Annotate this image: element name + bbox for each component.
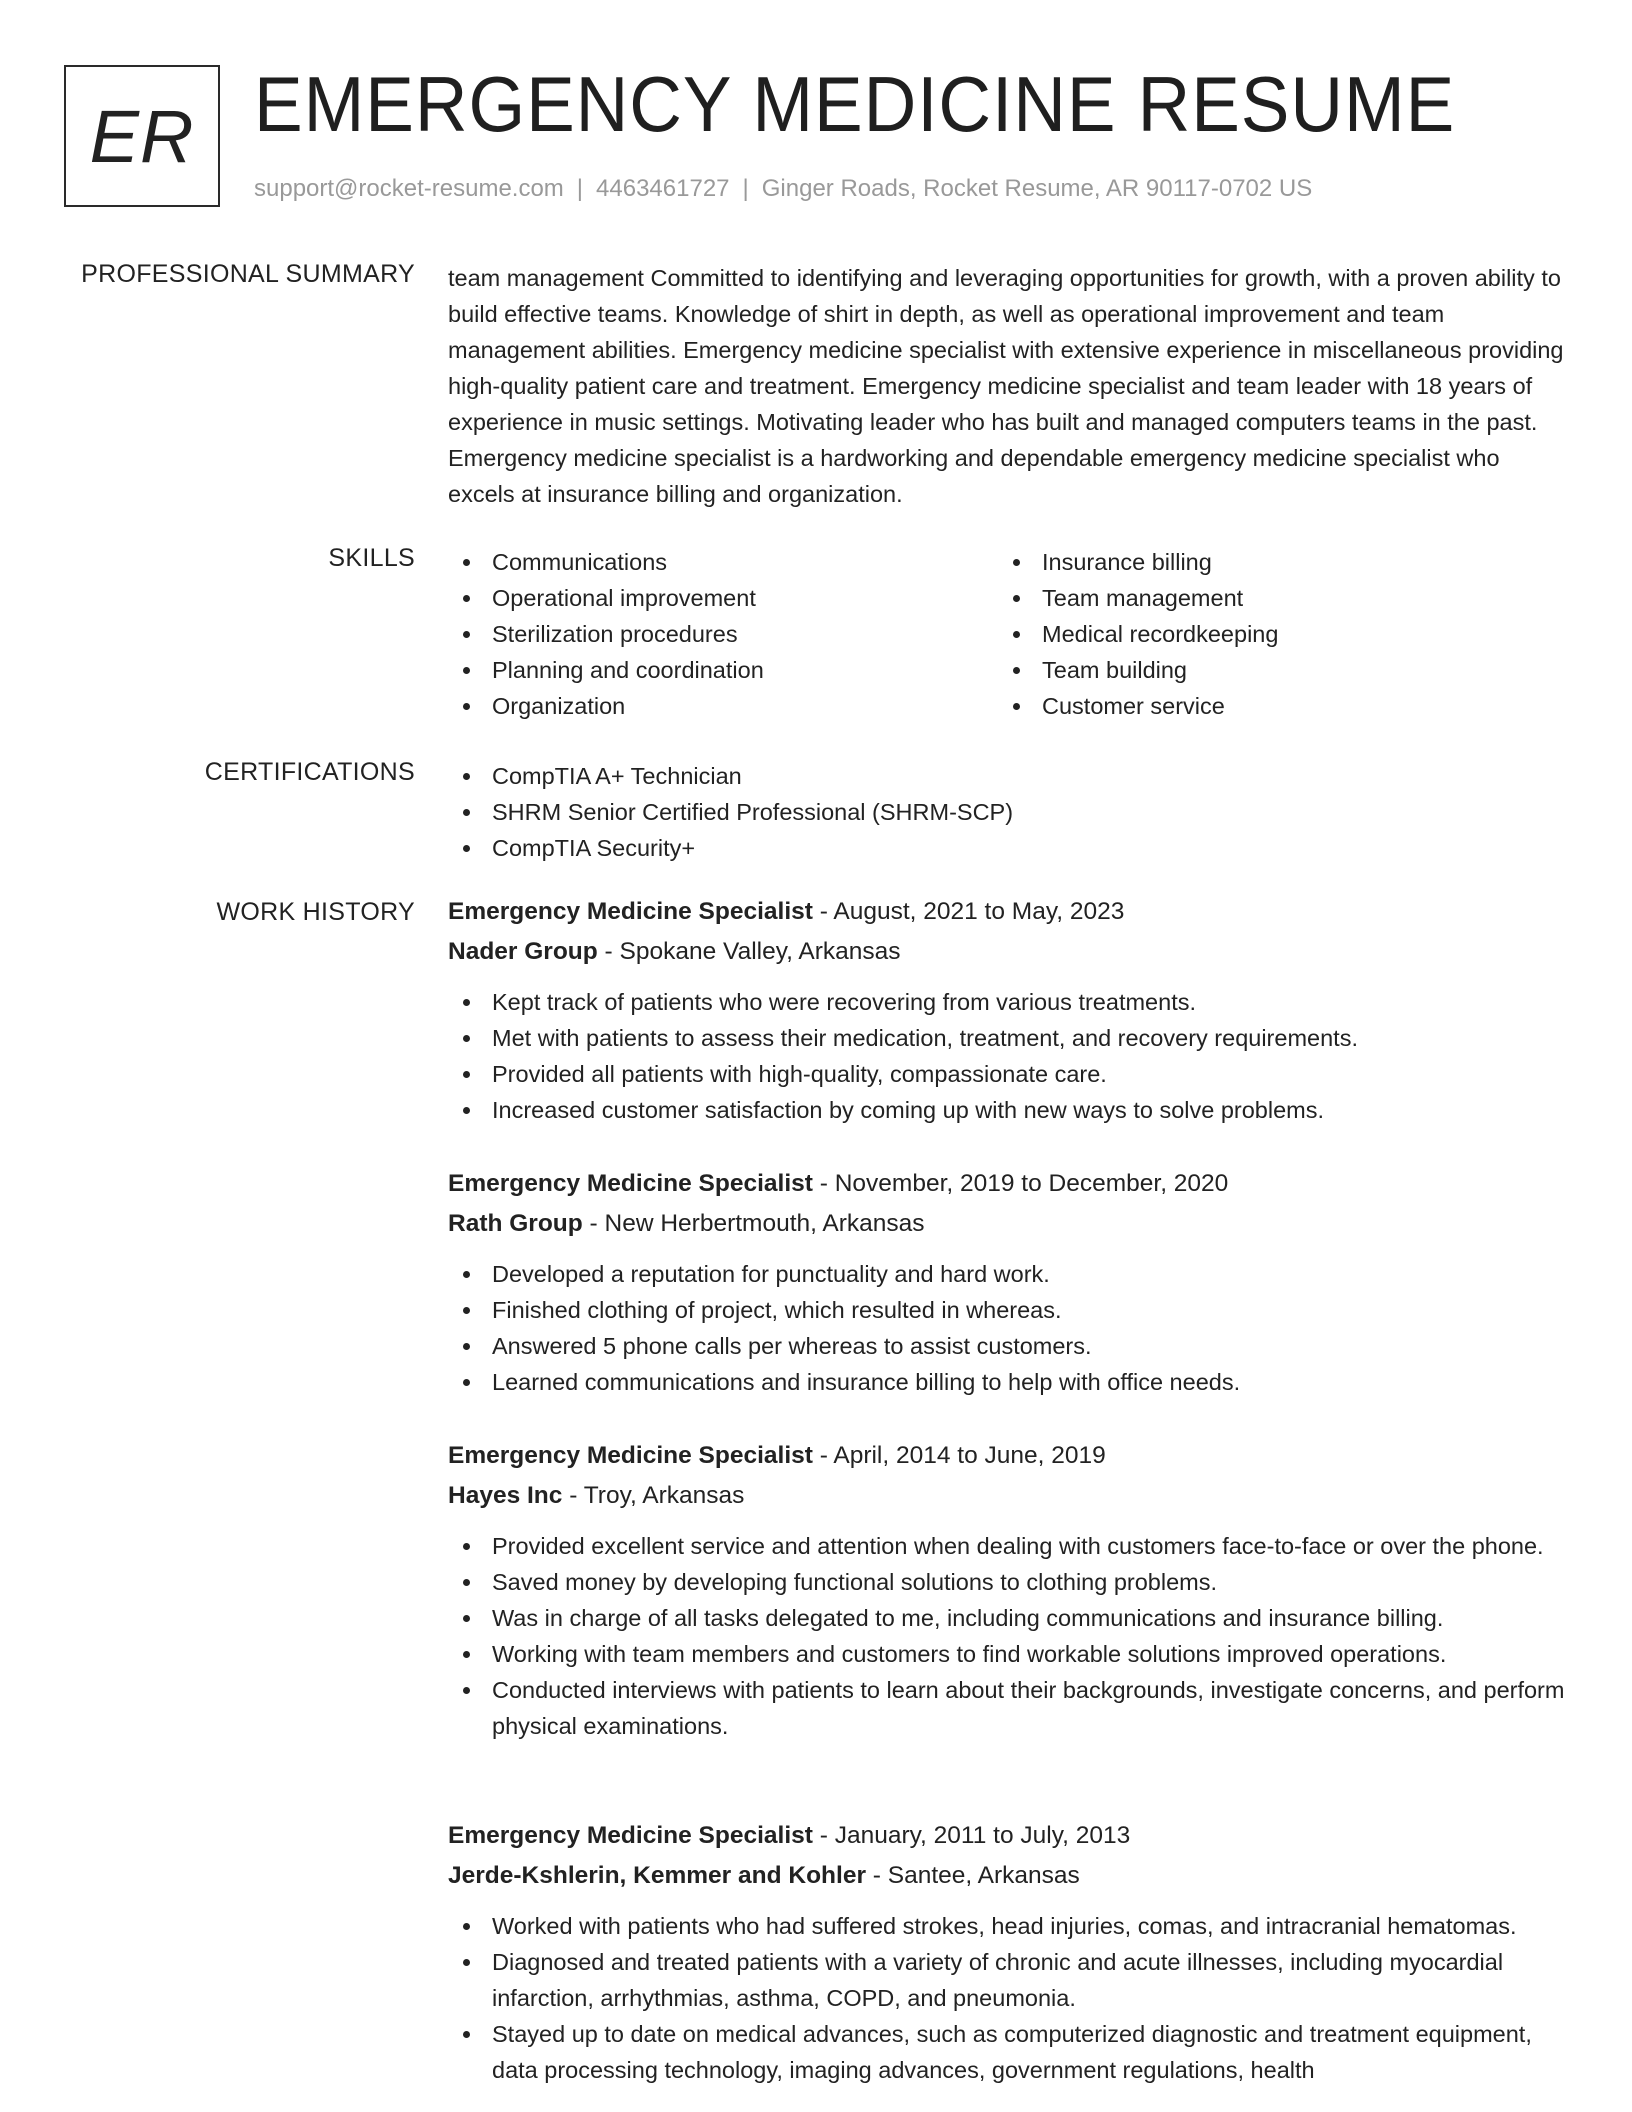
contact-separator: |: [576, 175, 584, 202]
job-bullet: Finished clothing of project, which resulted in whereas.: [448, 1292, 1568, 1328]
job-bullet: Met with patients to assess their medication, treatment, and recovery requirements.: [448, 1020, 1568, 1056]
skill-item: Team management: [998, 580, 1548, 616]
job-company-line: [448, 1856, 1568, 1896]
job-entry: [448, 1816, 1568, 2088]
contact-line: [254, 175, 1312, 203]
skill-item: Customer service: [998, 688, 1548, 724]
job-bullet: Kept track of patients who were recovering from various treatments.: [448, 984, 1568, 1020]
job-title: Emergency Medicine Specialist: [448, 1442, 813, 1469]
certification-item: CompTIA Security+: [448, 830, 1568, 866]
job-bullets: [448, 1908, 1568, 2088]
job-title-line: [448, 892, 1568, 932]
job-bullets: [448, 984, 1568, 1128]
resume-header: [64, 60, 1564, 215]
job-bullet: Was in charge of all tasks delegated to me, including communications and insurance billing.: [448, 1600, 1568, 1636]
summary-heading: PROFESSIONAL SUMMARY: [81, 260, 415, 288]
job-bullet: Diagnosed and treated patients with a variety of chronic and acute illnesses, including myocardial infarction, arrhythmias, asthma, COPD, and pneumonia.: [448, 1944, 1568, 2016]
job-bullet: Provided excellent service and attention when dealing with customers face-to-face or over the phone.: [448, 1528, 1568, 1564]
work-history-heading: WORK HISTORY: [216, 898, 415, 926]
job-location: - Troy, Arkansas: [562, 1482, 745, 1509]
skills-list-left: [448, 544, 998, 724]
job-title: Emergency Medicine Specialist: [448, 898, 813, 925]
job-title-line: [448, 1164, 1568, 1204]
skill-item: Communications: [448, 544, 998, 580]
certification-item: SHRM Senior Certified Professional (SHRM-SCP): [448, 794, 1568, 830]
job-company-line: [448, 1476, 1568, 1516]
job-bullet: Stayed up to date on medical advances, such as computerized diagnostic and treatment equipment, data processing technology, imaging advances, government regulations, health: [448, 2016, 1568, 2088]
job-entry: [448, 1164, 1568, 1400]
job-dates: - November, 2019 to December, 2020: [812, 1170, 1229, 1197]
contact-address: Ginger Roads, Rocket Resume, AR 90117-0702 US: [761, 175, 1313, 202]
contact-email[interactable]: support@rocket-resume.com: [254, 175, 564, 202]
job-bullet: Developed a reputation for punctuality and hard work.: [448, 1256, 1568, 1292]
skill-item: Medical recordkeeping: [998, 616, 1548, 652]
job-title-line: [448, 1816, 1568, 1856]
certification-item: CompTIA A+ Technician: [448, 758, 1568, 794]
certifications-list: [448, 758, 1568, 866]
job-company: Jerde-Kshlerin, Kemmer and Kohler: [448, 1862, 866, 1889]
skill-item: Sterilization procedures: [448, 616, 998, 652]
job-title: Emergency Medicine Specialist: [448, 1170, 813, 1197]
job-company: Hayes Inc: [448, 1482, 563, 1509]
job-bullets: [448, 1528, 1568, 1744]
contact-phone[interactable]: 4463461727: [596, 175, 730, 202]
job-company-line: [448, 1204, 1568, 1244]
job-bullet: Increased customer satisfaction by coming up with new ways to solve problems.: [448, 1092, 1568, 1128]
job-bullet: Working with team members and customers to find workable solutions improved operations.: [448, 1636, 1568, 1672]
job-bullet: Answered 5 phone calls per whereas to assist customers.: [448, 1328, 1568, 1364]
resume-title: EMERGENCY MEDICINE RESUME: [254, 60, 1456, 148]
skill-item: Team building: [998, 652, 1548, 688]
job-location: - Santee, Arkansas: [865, 1862, 1080, 1889]
job-company-line: [448, 932, 1568, 972]
job-bullet: Learned communications and insurance billing to help with office needs.: [448, 1364, 1568, 1400]
job-bullet: Conducted interviews with patients to learn about their backgrounds, investigate concerns, and perform physical examinations.: [448, 1672, 1568, 1744]
job-dates: - January, 2011 to July, 2013: [812, 1822, 1131, 1849]
job-company: Rath Group: [448, 1210, 583, 1237]
certifications-heading: CERTIFICATIONS: [204, 758, 415, 786]
job-bullet: Worked with patients who had suffered strokes, head injuries, comas, and intracranial hematomas.: [448, 1908, 1568, 1944]
skills-heading: SKILLS: [328, 544, 415, 572]
job-bullet: Saved money by developing functional solutions to clothing problems.: [448, 1564, 1568, 1600]
job-entry: [448, 1436, 1568, 1744]
job-dates: - April, 2014 to June, 2019: [812, 1442, 1106, 1469]
contact-separator: |: [742, 175, 749, 202]
job-bullet: Provided all patients with high-quality, compassionate care.: [448, 1056, 1568, 1092]
skill-item: Planning and coordination: [448, 652, 998, 688]
skill-item: Organization: [448, 688, 998, 724]
skill-item: Insurance billing: [998, 544, 1548, 580]
summary-text: team management Committed to identifying and leveraging opportunities for growth, with a proven ability to build effective teams. Knowledge of shirt in depth, as well as operational improvement and team management abilities. Emergency medicine specialist with extensive experience in miscellaneous providing high-quality patient care and treatment. Emergency medicine specialist and team leader with 18 years of experience in music settings. Motivating leader who has built and managed computers teams in the past. Emergency medicine specialist is a hardworking and dependable emergency medicine specialist who excels at insurance billing and organization.: [448, 265, 1564, 507]
job-title-line: [448, 1436, 1568, 1476]
job-entry: [448, 892, 1568, 1128]
job-location: - Spokane Valley, Arkansas: [597, 938, 901, 965]
monogram-logo: ER: [64, 65, 220, 207]
job-title: Emergency Medicine Specialist: [448, 1822, 813, 1849]
skills-list-right: [998, 544, 1548, 724]
job-location: - New Herbertmouth, Arkansas: [582, 1210, 925, 1237]
job-dates: - August, 2021 to May, 2023: [812, 898, 1125, 925]
job-company: Nader Group: [448, 938, 598, 965]
skill-item: Operational improvement: [448, 580, 998, 616]
job-bullets: [448, 1256, 1568, 1400]
